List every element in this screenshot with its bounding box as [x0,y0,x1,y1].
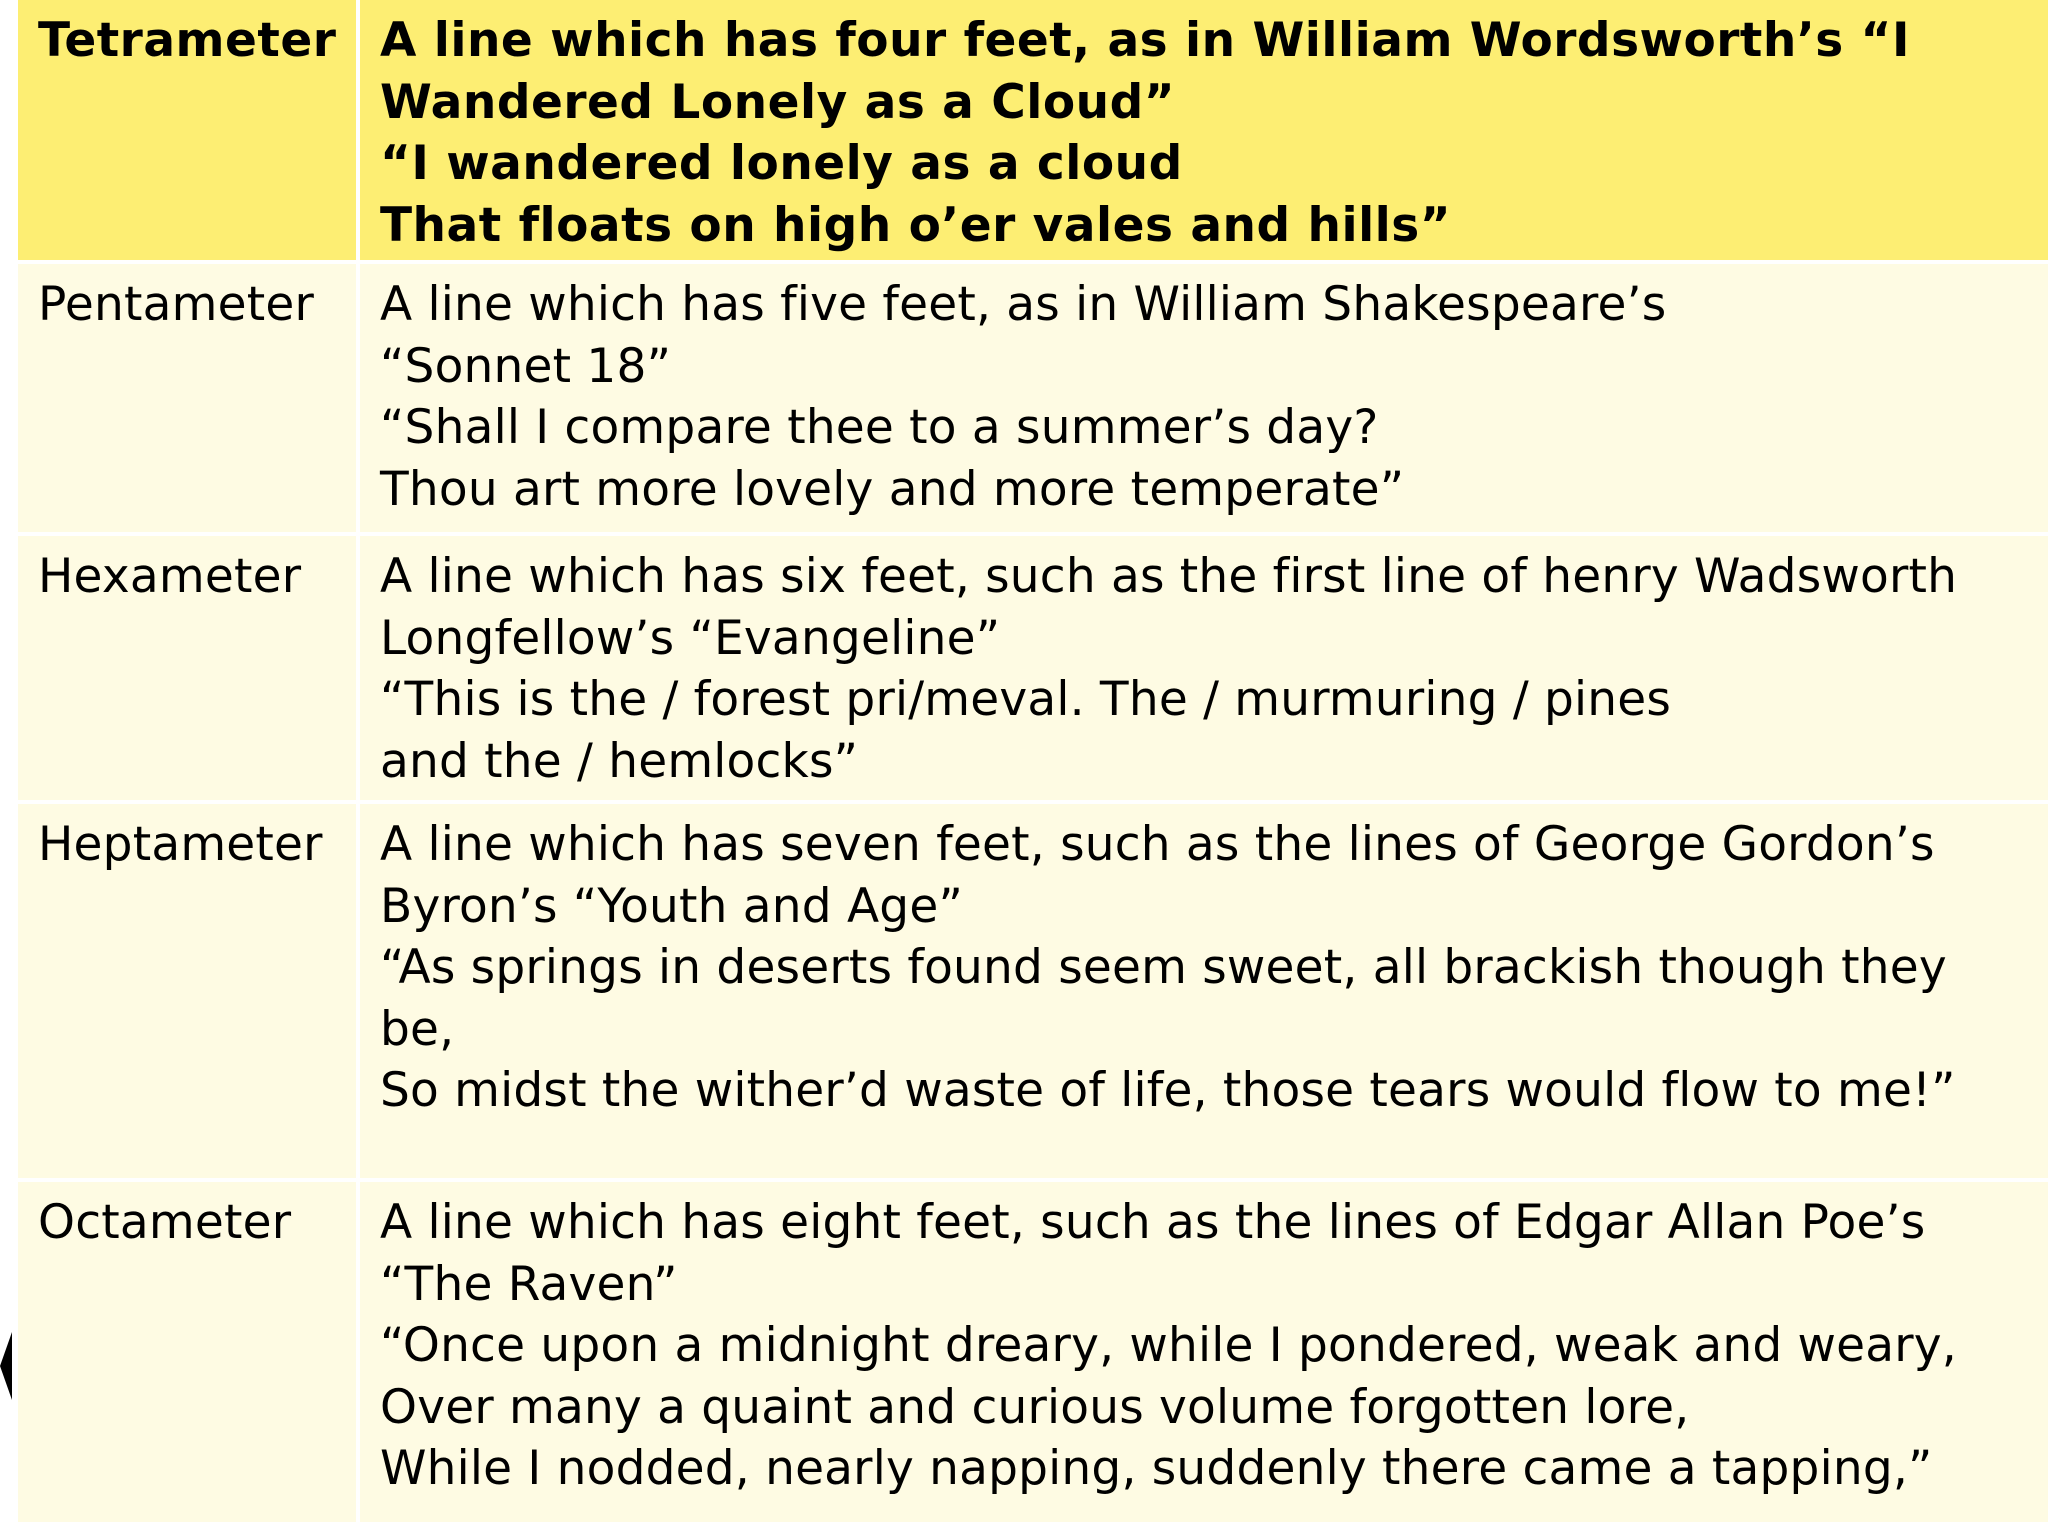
definition-line: “Sonnet 18” [380,338,672,394]
example-line: That floats on high o’er vales and hills” [380,197,1452,253]
table-row-tetrameter [18,0,2048,262]
example-line: “As springs in deserts found seem sweet, all brackish though they [380,940,1947,995]
definition-cell [358,0,2048,262]
example-line: Over many a quaint and curious volume forgotten lore, [380,1379,1690,1435]
definition-line: A line which has five feet, as in William Shakespeare’s [380,277,1667,332]
term-cell [18,0,358,262]
table-row-heptameter [18,802,2048,1180]
definition-cell [358,1180,2048,1522]
example-line: “Once upon a midnight dreary, while I pondered, weak and weary, [380,1318,1957,1373]
term-tetrameter: Tetrameter [38,13,337,68]
definition-line: A line which has six feet, such as the first line of henry Wadsworth [380,549,1958,604]
term-cell [18,802,358,1180]
example-line: “I wandered lonely as a cloud [380,136,1183,191]
definition-line: Byron’s “Youth and Age” [380,878,963,934]
term-pentameter: Pentameter [38,277,314,332]
definition-line: A line which has four feet, as in William Wordsworth’s “I [380,13,1910,68]
definition-line: A line which has eight feet, such as the lines of Edgar Allan Poe’s [380,1195,1926,1250]
term-cell [18,534,358,802]
term-cell [18,262,358,534]
term-heptameter: Heptameter [38,817,323,872]
example-line: and the / hemlocks” [380,733,859,789]
term-cell [18,1180,358,1522]
term-octameter: Octameter [38,1195,292,1250]
example-line: be, [380,1001,455,1057]
example-line: “This is the / forest pri/meval. The / murmuring / pines [380,672,1672,727]
definition-cell [358,534,2048,802]
meter-definitions-table [18,0,2048,1522]
definition-line: Wandered Lonely as a Cloud” [380,74,1176,130]
term-hexameter: Hexameter [38,549,302,604]
definition-cell [358,802,2048,1180]
definition-line: “The Raven” [380,1256,678,1312]
table-row-hexameter [18,534,2048,802]
definition-line: Longfellow’s “Evangeline” [380,610,1001,666]
example-line: “Shall I compare thee to a summer’s day? [380,400,1379,455]
example-line: So midst the wither’d waste of life, those tears would flow to me!” [380,1063,1956,1118]
table-row-pentameter [18,262,2048,534]
example-line: While I nodded, nearly napping, suddenly there came a tapping,” [380,1441,1933,1496]
table-row-octameter [18,1180,2048,1522]
previous-arrow-icon[interactable] [0,1332,12,1400]
definition-line: A line which has seven feet, such as the lines of George Gordon’s [380,817,1935,872]
example-line: Thou art more lovely and more temperate” [380,461,1405,517]
definition-cell [358,262,2048,534]
